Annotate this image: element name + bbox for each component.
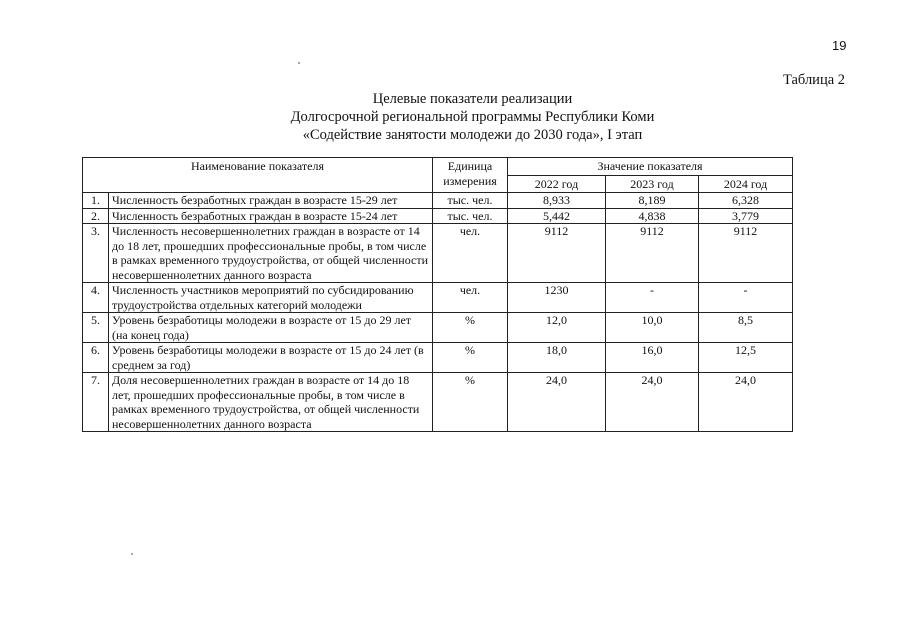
table-body — [83, 193, 793, 432]
title-line-2: Долгосрочной региональной программы Республики Коми — [290, 109, 655, 125]
page-number: 19 — [832, 38, 847, 53]
value-2022: 12,0 — [508, 313, 606, 343]
header-year-2022: 2022 год — [508, 175, 606, 193]
indicator-name: Численность несовершеннолетних граждан в возрасте от 14 до 18 лет, прошедших профессиональные пробы, в том числе в рамках временного трудоустройства, от общей численности несовершеннолетних данного возраста — [109, 224, 433, 283]
table-row — [83, 373, 793, 432]
row-number: 3. — [83, 224, 109, 283]
row-number: 2. — [83, 208, 109, 224]
title-line-3: «Содействие занятости молодежи до 2030 года», I этап — [302, 127, 643, 143]
indicator-name: Численность участников мероприятий по субсидированию трудоустройства отдельных категорий молодежи — [109, 283, 433, 313]
header-year-2024: 2024 год — [699, 175, 793, 193]
indicator-unit: % — [433, 373, 508, 432]
indicators-table — [82, 157, 793, 432]
row-number: 7. — [83, 373, 109, 432]
indicator-name: Численность безработных граждан в возрасте 15-29 лет — [109, 193, 433, 209]
header-year-2023: 2023 год — [606, 175, 699, 193]
header-unit: Единица измерения — [433, 158, 508, 193]
value-2022: 8,933 — [508, 193, 606, 209]
indicator-name: Уровень безработицы молодежи в возрасте от 15 до 24 лет (в среднем за год) — [109, 343, 433, 373]
indicator-name: Уровень безработицы молодежи в возрасте от 15 до 29 лет (на конец года) — [109, 313, 433, 343]
value-2024: 8,5 — [699, 313, 793, 343]
value-2024: 6,328 — [699, 193, 793, 209]
row-number: 4. — [83, 283, 109, 313]
table-row — [83, 343, 793, 373]
title-line-1: Целевые показатели реализации — [372, 91, 573, 107]
value-2024: 24,0 — [699, 373, 793, 432]
value-2022: 18,0 — [508, 343, 606, 373]
value-2023: 16,0 — [606, 343, 699, 373]
table-row — [83, 208, 793, 224]
value-2024: - — [699, 283, 793, 313]
indicator-name: Численность безработных граждан в возрасте 15-24 лет — [109, 208, 433, 224]
row-number: 1. — [83, 193, 109, 209]
indicator-unit: чел. — [433, 224, 508, 283]
scan-speck — [298, 62, 300, 64]
value-2024: 12,5 — [699, 343, 793, 373]
indicator-name: Доля несовершеннолетних граждан в возрасте от 14 до 18 лет, прошедших профессиональные пробы, в том числе в рамках временного трудоустройства, от общей численности несовершеннолетних данного возраста — [109, 373, 433, 432]
table-label: Таблица 2 — [783, 72, 846, 88]
value-2023: 24,0 — [606, 373, 699, 432]
value-2023: 9112 — [606, 224, 699, 283]
scan-speck — [131, 553, 133, 555]
value-2022: 1230 — [508, 283, 606, 313]
value-2023: 8,189 — [606, 193, 699, 209]
header-value-group: Значение показателя — [508, 158, 793, 176]
value-2024: 9112 — [699, 224, 793, 283]
value-2022: 5,442 — [508, 208, 606, 224]
row-number: 5. — [83, 313, 109, 343]
table-row — [83, 193, 793, 209]
table-row — [83, 224, 793, 283]
header-indicator-name: Наименование показателя — [83, 158, 433, 193]
indicator-unit: тыс. чел. — [433, 193, 508, 209]
indicator-unit: тыс. чел. — [433, 208, 508, 224]
value-2022: 24,0 — [508, 373, 606, 432]
document-title — [140, 90, 805, 144]
indicator-unit: чел. — [433, 283, 508, 313]
table-header — [83, 158, 793, 193]
value-2023: - — [606, 283, 699, 313]
indicator-unit: % — [433, 343, 508, 373]
value-2024: 3,779 — [699, 208, 793, 224]
value-2022: 9112 — [508, 224, 606, 283]
row-number: 6. — [83, 343, 109, 373]
indicator-unit: % — [433, 313, 508, 343]
table-row — [83, 313, 793, 343]
value-2023: 10,0 — [606, 313, 699, 343]
table-row — [83, 283, 793, 313]
value-2023: 4,838 — [606, 208, 699, 224]
